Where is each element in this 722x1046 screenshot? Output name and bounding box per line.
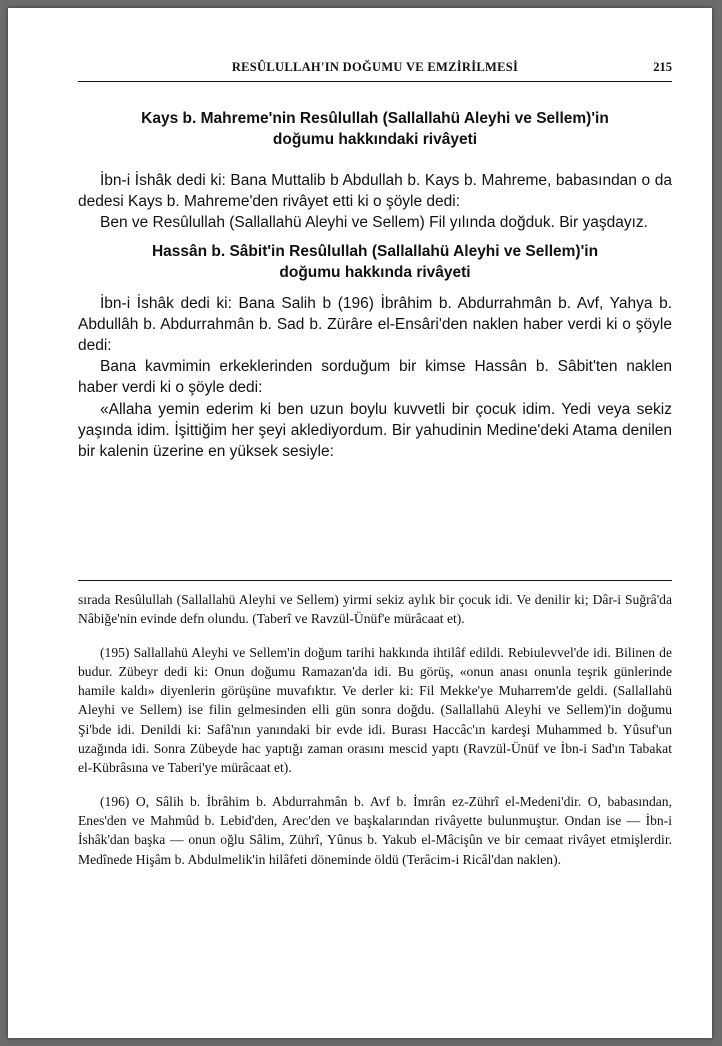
paragraph: İbn-i İshâk dedi ki: Bana Muttalib b Abdullah b. Kays b. Mahreme, babasından o da dedesi Kays b. Mahreme'den rivâyet etti ki o şöyle dedi: xyxy=(78,172,672,211)
heading-line: doğumu hakkındaki rivâyeti xyxy=(272,131,478,148)
main-text xyxy=(78,108,672,462)
heading-line: doğumu hakkında rivâyeti xyxy=(279,263,471,281)
paragraph: İbn-i İshâk dedi ki: Bana Salih b (196) İbrâhim b. Abdurrahmân b. Avf, Yahya b. Abdullâh b. Abdurrahmân b. Sad b. Zürâre el-Ensâri'den naklen haber verdi ki o şöyle dedi: xyxy=(78,294,672,355)
footnote-continuation: sırada Resûlullah (Sallallahü Aleyhi ve Sellem) yirmi sekiz aylık bir çocuk idi. Ve denilir ki; Dâr-i Suğrâ'da Nâbiğe'nin evinde defn olundu. (Taberî ve Ravzül-Ünüf'e mürâcaat et). xyxy=(78,592,672,627)
page-number: 215 xyxy=(653,60,672,74)
footnotes xyxy=(78,580,672,869)
running-title: RESÛLULLAH'IN DOĞUMU VE EMZİRİLMESİ xyxy=(231,60,519,74)
section-heading-kays xyxy=(78,108,672,150)
heading-line: Kays b. Mahreme'nin Resûlullah (Sallallahü Aleyhi ve Sellem)'in xyxy=(141,110,609,127)
paragraph: Ben ve Resûlullah (Sallallahü Aleyhi ve Sellem) Fil yılında doğduk. Bir yaşdayız. xyxy=(100,214,648,232)
paragraph: «Allaha yemin ederim ki ben uzun boylu kuvvetli bir çocuk idim. Yedi veya sekiz yaşında idim. İşittiğim her şeyi aklediyordum. Bir yahudinin Medine'deki Atama denilen bir kalenin üzerine en yüksek sesiyle: xyxy=(78,400,672,461)
section-heading-hassan xyxy=(78,241,672,283)
book-page xyxy=(8,8,712,1038)
heading-line: Hassân b. Sâbit'in Resûlullah (Sallallahü Aleyhi ve Sellem)'in xyxy=(151,242,599,260)
footnote-196: (196) O, Sâlih b. İbrâhim b. Abdurrahmân b. Avf b. İmrân ez-Zührî el-Medeni'dir. O, babasından, Enes'den ve Mahmûd b. Lebid'den, Arec'den ve başkalarından rivâyette bulunmuştur. Ondan ise — İbn-i İshâk'dan başka — onun oğlu Sâlim, Zührî, Yûnus b. Yakub el-Mâcişûn ve bir cemaat rivâyet etmişlerdir. Medînede Hişâm b. Abdulmelik'in hilâfeti döneminde öldü (Terâcim-i Ricâl'dan naklen). xyxy=(78,793,672,867)
paragraph: Bana kavmimin erkeklerinden sorduğum bir kimse Hassân b. Sâbit'ten naklen haber verdi ki o şöyle dedi: xyxy=(78,358,672,397)
running-header xyxy=(78,60,672,82)
footnote-195: (195) Sallallahü Aleyhi ve Sellem'in doğum tarihi hakkında ihtilâf edildi. Rebiulevvel'de idi. Bilinen de budur. Zübeyr dedi ki: Onun doğumu Ramazan'da idi. Bu görüş, «onun anası onunla teşrik günlerinde hamile kaldı» diyenlerin görüşüne muvafıktır. Ve derler ki: Fil Mekke'ye Muharrem'de geldi. (Sallallahü Aleyhi ve Sellem) ise filin gelmesinden elli gün sonra doğdu. (Sallallahü Aleyhi ve Sellem)'in doğumu Şi'bde idi. Denildi ki: Safâ'nın yanındaki bir evde idi. Burası Haccâc'ın kardeşi Muhammed b. Yûsuf'un uzağında idi. Sonra Zübeyde hac yaptığı zaman orasını mescid yaptı (Ravzül-Ünüf ve İbn-i Sad'ın Tabakat el-Kübrâsına ve Taberi'ye mürâcaat et). xyxy=(78,644,672,776)
